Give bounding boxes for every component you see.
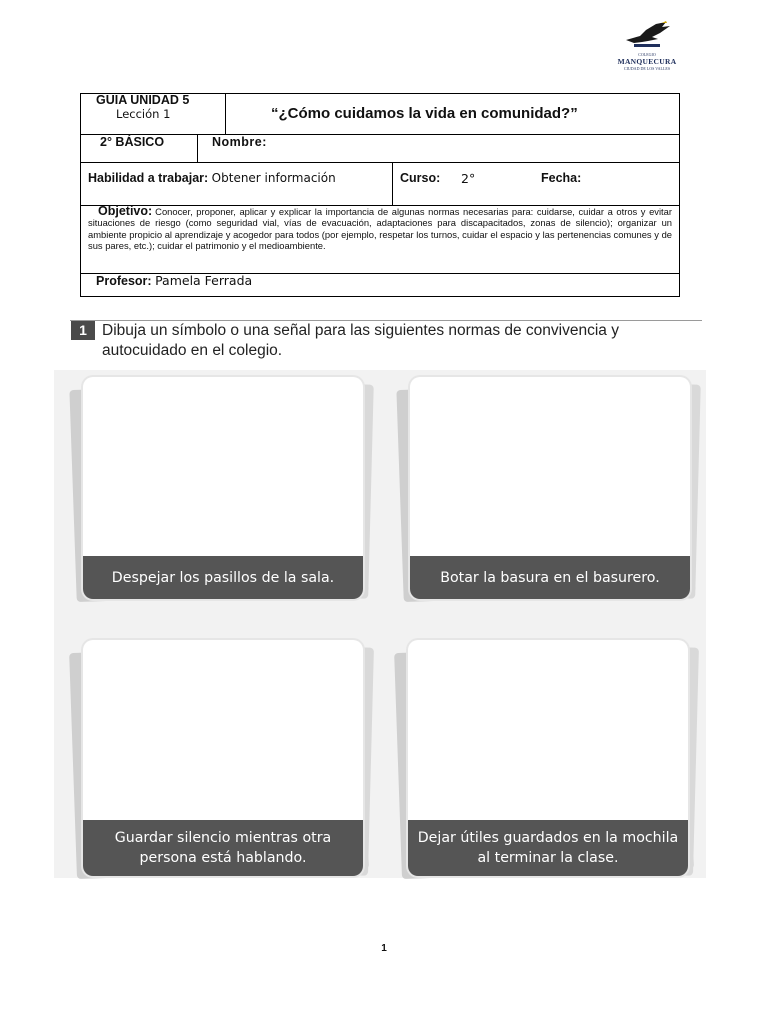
page-title: “¿Cómo cuidamos la vida en comunidad?” (271, 105, 578, 122)
card-caption: Guardar silencio mientras otra persona está hablando. (83, 820, 363, 876)
page-number: 1 (381, 943, 387, 954)
objective (88, 206, 672, 252)
skill-value: Obtener información (211, 171, 336, 185)
card-caption: Despejar los pasillos de la sala. (83, 556, 363, 599)
date-label: Fecha: (541, 171, 582, 185)
eagle-icon (612, 20, 682, 52)
header-table (80, 93, 680, 297)
teacher-row (96, 274, 252, 289)
drawing-space[interactable] (83, 640, 363, 876)
drawing-card-4 (408, 640, 688, 876)
card-caption: Dejar útiles guardados en la mochila al terminar la clase. (408, 820, 688, 876)
logo-line-3: CIUDAD DE LOS VALLES (623, 66, 671, 71)
drawing-space[interactable] (408, 640, 688, 876)
logo-line-1: COLEGIO (638, 52, 656, 57)
teacher-value: Pamela Ferrada (155, 273, 253, 288)
grade-label: 2° BÁSICO (100, 135, 165, 149)
name-label: Nombre: (212, 135, 267, 149)
drawing-card-1 (83, 377, 363, 599)
card-caption: Botar la basura en el basurero. (410, 556, 690, 599)
lesson-label: Lección 1 (116, 107, 171, 121)
school-logo (612, 20, 682, 76)
activity-instruction: Dibuja un símbolo o una señal para las siguientes normas de convivencia y autocuidado en el colegio. (102, 322, 619, 359)
objective-label: Objetivo: (98, 204, 153, 218)
course-value: 2° (461, 171, 476, 186)
teacher-label: Profesor: (96, 274, 152, 288)
logo-line-2: MANQUECURA (617, 57, 677, 66)
activity-number: 1 (71, 321, 95, 340)
guide-unit: GUIA UNIDAD 5 (96, 93, 190, 107)
skill-label: Habilidad a trabajar: (88, 171, 209, 185)
drawing-space[interactable] (83, 377, 363, 599)
drawing-card-2 (410, 377, 690, 599)
objective-text: Conocer, proponer, aplicar y explicar la importancia de algunas normas necesarias para: cuidarse, cuidar a otros y evitar situaciones de riesgo (como seguridad vial, vías de evacuación, adaptaciones para discapacitados, zonas de silencio); organizar un ambiente propicio al aprendizaje y acogedor para todos (por ejemplo, respetar los turnos, cuidar el espacio y las pertenencias comunes y de sus pares, etc.); cuidar el patrimonio y el medioambiente. (88, 206, 672, 252)
skill-row (88, 172, 336, 186)
drawing-space[interactable] (410, 377, 690, 599)
course-label: Curso: (400, 171, 441, 185)
drawing-card-3 (83, 640, 363, 876)
